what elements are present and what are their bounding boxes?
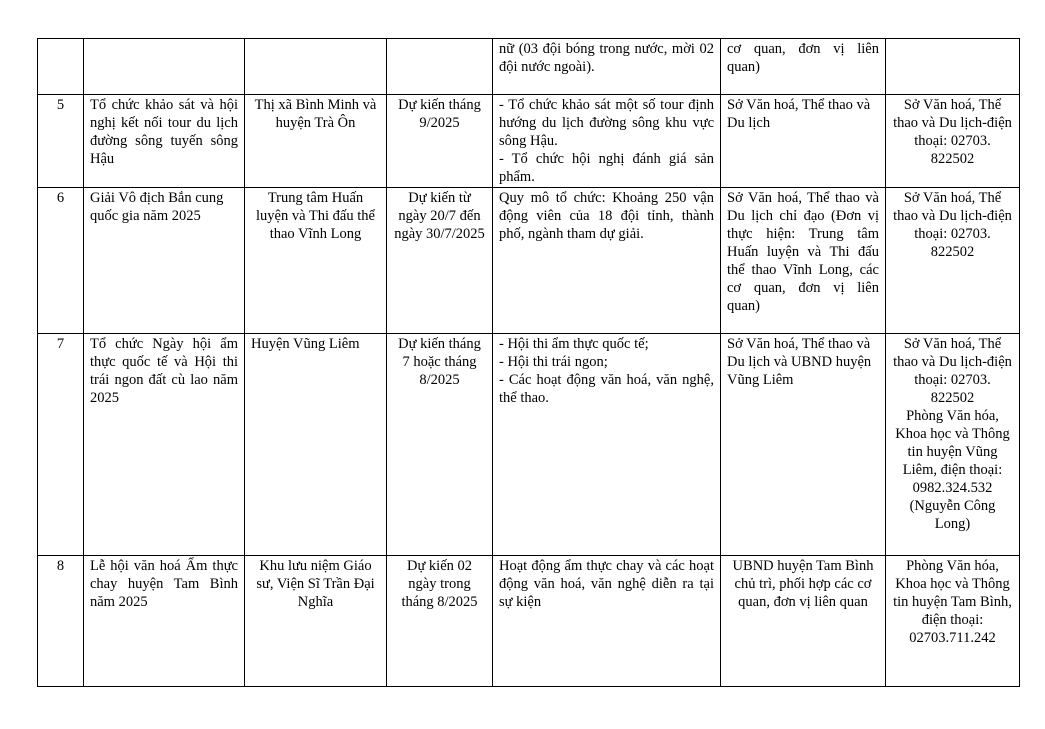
table-row [38,188,1020,334]
time-cell: Dự kiến tháng 9/2025 [387,95,493,188]
table-row [38,39,1020,95]
contact-cell [886,188,1020,334]
stt-cell [38,39,84,95]
unit-cell: cơ quan, đơn vị liên quan) [721,39,886,95]
unit-cell: Sở Văn hoá, Thể thao và Du lịch [721,95,886,188]
place-cell [245,39,387,95]
stt-cell: 7 [38,334,84,556]
stt-cell: 5 [38,95,84,188]
time-cell: Dự kiến tháng 7 hoặc tháng 8/2025 [387,334,493,556]
table-row [38,556,1020,687]
unit-cell: Sở Văn hoá, Thể thao và Du lịch và UBND huyện Vũng Liêm [721,334,886,556]
event-name-cell: Lễ hội văn hoá Ẩm thực chay huyện Tam Bình năm 2025 [84,556,245,687]
place-cell: Khu lưu niệm Giáo sư, Viện Sĩ Trần Đại Nghĩa [245,556,387,687]
place-cell: Trung tâm Huấn luyện và Thi đấu thể thao Vĩnh Long [245,188,387,334]
contact-line: Sở Văn hoá, Thể thao và Du lịch-điện thoại: 02703. 822502 [893,336,1012,406]
content-line: - Tổ chức hội nghị đánh giá sản phẩm. [499,151,714,185]
stt-cell: 8 [38,556,84,687]
time-cell [387,39,493,95]
content-cell [493,334,721,556]
time-cell: Dự kiến từ ngày 20/7 đến ngày 30/7/2025 [387,188,493,334]
event-name-cell: Tổ chức khảo sát và hội nghị kết nối tour du lịch đường sông tuyến sông Hậu [84,95,245,188]
content-cell: Quy mô tổ chức: Khoảng 250 vận động viên của 18 đội tỉnh, thành phố, ngành tham dự giải. [493,188,721,334]
content-line: - Hội thi ẩm thực quốc tế; [499,336,649,352]
event-name-cell: Giải Vô địch Bắn cung quốc gia năm 2025 [84,188,245,334]
contact-line: Sở Văn hoá, Thể thao và Du lịch-điện thoại: 02703. 822502 [893,97,1012,167]
contact-cell [886,334,1020,556]
contact-line: Phòng Văn hóa, Khoa học và Thông tin huyện Vũng Liêm, điện thoại: 0982.324.532 (Nguyễn Công Long) [895,408,1010,532]
contact-cell [886,556,1020,687]
content-line: - Hội thi trái ngon; [499,354,608,370]
time-cell: Dự kiến 02 ngày trong tháng 8/2025 [387,556,493,687]
event-name-cell: Tổ chức Ngày hội ẩm thực quốc tế và Hội thi trái ngon đất cù lao năm 2025 [84,334,245,556]
content-cell [493,95,721,188]
place-cell: Huyện Vũng Liêm [245,334,387,556]
contact-line: Phòng Văn hóa, Khoa học và Thông tin huyện Tam Bình, điện thoại: 02703.711.242 [893,558,1012,646]
event-name-cell [84,39,245,95]
events-table [37,38,1020,687]
content-cell: nữ (03 đội bóng trong nước, mời 02 đội nước ngoài). [493,39,721,95]
content-cell: Hoạt động ẩm thực chay và các hoạt động văn hoá, văn nghệ diễn ra tại sự kiện [493,556,721,687]
content-line: - Tổ chức khảo sát một số tour định hướng du lịch đường sông khu vực sông Hậu. [499,97,714,149]
stt-cell: 6 [38,188,84,334]
place-cell: Thị xã Bình Minh và huyện Trà Ôn [245,95,387,188]
content-line: - Các hoạt động văn hoá, văn nghệ, thể thao. [499,372,714,406]
contact-line: Sở Văn hoá, Thể thao và Du lịch-điện thoại: 02703. 822502 [893,190,1012,260]
contact-cell [886,95,1020,188]
unit-cell: UBND huyện Tam Bình chủ trì, phối hợp các cơ quan, đơn vị liên quan [721,556,886,687]
table-row [38,95,1020,188]
contact-cell [886,39,1020,95]
unit-cell: Sở Văn hoá, Thể thao và Du lịch chỉ đạo (Đơn vị thực hiện: Trung tâm Huấn luyện và Thi đấu thể thao Vĩnh Long, các cơ quan, đơn vị liên quan) [721,188,886,334]
table-row [38,334,1020,556]
